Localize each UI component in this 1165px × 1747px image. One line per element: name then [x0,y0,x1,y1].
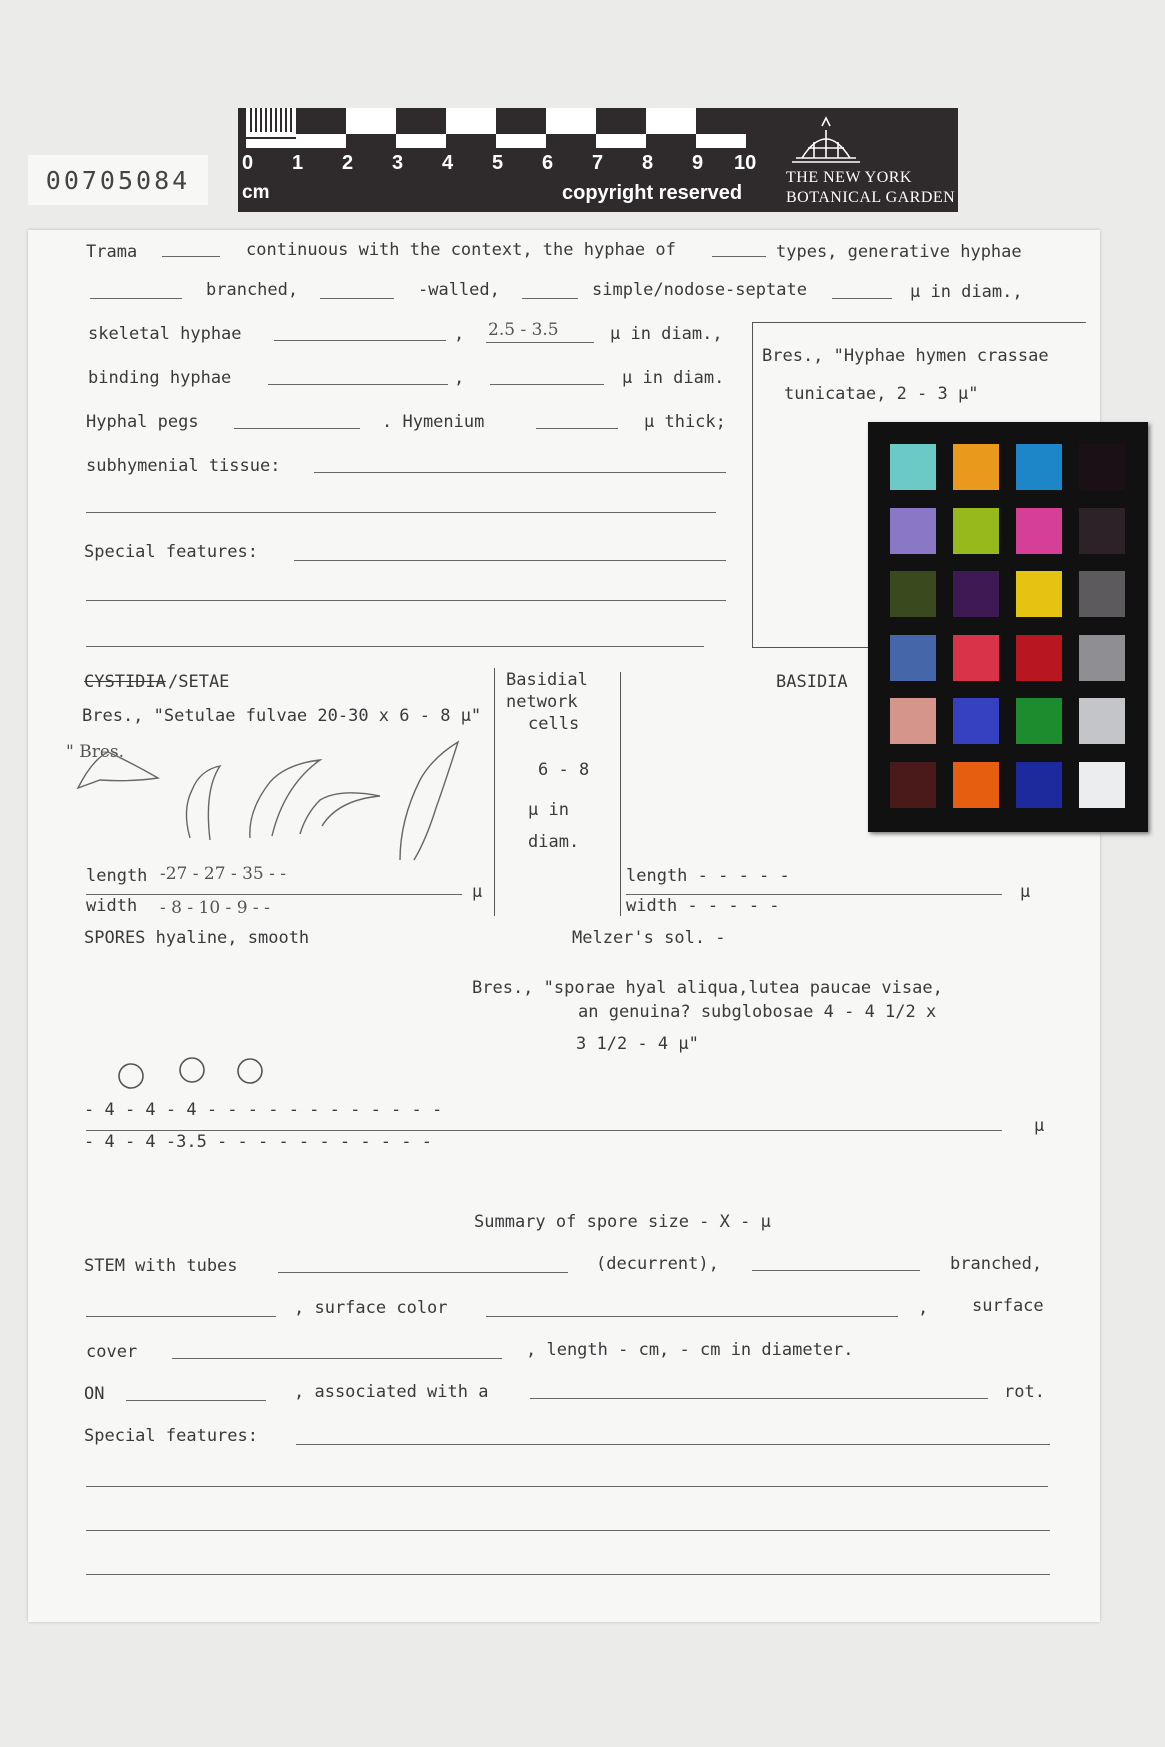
special-features-label-1: Special features: [84,542,258,562]
basidial-net-6: diam. [528,832,580,852]
setae-label: /SETAE [168,672,230,692]
color-swatch [890,698,936,744]
decurrent-label: (decurrent), [596,1254,719,1274]
color-swatch [1079,571,1125,617]
color-swatch [953,698,999,744]
barcode-label: 00705084 [28,155,208,205]
surface-comma: , [918,1298,929,1318]
basidial-net-5: μ in [528,800,569,820]
diam-label-1: μ in diam., [910,282,1023,302]
thick-label: μ thick; [644,412,726,432]
basidial-net-3: cells [528,714,580,734]
trama-label: Trama [86,242,138,262]
surface-label: surface [972,1296,1044,1316]
cyst-mu: μ [472,882,483,902]
spores-label: SPORES hyaline, smooth [84,928,310,948]
hymenium-label: . Hymenium [382,412,485,432]
color-swatch [1079,635,1125,681]
spore-mu: μ [1034,1116,1045,1136]
spore-row-1: - 4 - 4 - 4 - - - - - - - - - - - - [84,1100,443,1120]
spore-bres-2: an genuina? subglobosae 4 - 4 1/2 x [578,1002,937,1022]
garden-logo-icon [786,112,866,164]
ruler-num-0: 0 [242,152,254,174]
color-swatch [1079,508,1125,554]
color-swatch [890,444,936,490]
skeletal-comma: , [454,324,465,344]
color-swatch [1016,698,1062,744]
org-name-line1: THE NEW YORK [786,169,912,186]
ruler-num-3: 3 [392,152,404,174]
basidia-mu: μ [1020,882,1031,902]
color-swatch [953,762,999,808]
diam-label-2: μ in diam., [610,324,723,344]
color-swatch [1016,762,1062,808]
basidia-length: length - - - - - [626,866,790,886]
surface-color-label: , surface color [294,1298,448,1318]
org-name-line2: BOTANICAL GARDEN [786,189,956,206]
copyright-text: copyright reserved [562,182,743,204]
basidia-label: BASIDIA [776,672,848,692]
walled-label: -walled, [418,280,500,300]
binding-comma: , [454,368,465,388]
color-swatch [1079,698,1125,744]
septate-label: simple/nodose-septate [592,280,807,300]
cover-label: cover [86,1342,138,1362]
width-values: - 8 - 10 - 9 - - [160,898,270,918]
color-checker-card [868,422,1148,832]
length-values: -27 - 27 - 35 - - [160,864,287,884]
length-diameter: , length - cm, - cm in diameter. [526,1340,854,1360]
spore-row-2: - 4 - 4 -3.5 - - - - - - - - - - - [84,1132,432,1152]
basidial-net-1: Basidial [506,670,588,690]
color-swatch [890,635,936,681]
trama-types: types, generative hyphae [776,242,1022,262]
ruler-num-5: 5 [492,152,504,174]
color-swatch [890,571,936,617]
hyphal-pegs-label: Hyphal pegs [86,412,199,432]
special-features-label-2: Special features: [84,1426,258,1446]
ruler-num-1: 1 [292,152,304,174]
binding-label: binding hyphae [88,368,232,388]
diam-label-3: μ in diam. [622,368,725,388]
width-label: width [86,896,138,916]
branched-label-2: branched, [950,1254,1043,1274]
on-label: ON [84,1384,105,1404]
bres-hyphae-1: Bres., "Hyphae hymen crassae [762,346,1049,366]
color-swatch [1016,444,1062,490]
color-swatch [953,571,999,617]
basidial-net-2: network [506,692,578,712]
setae-sketch [70,730,470,870]
ruler-num-8: 8 [642,152,654,174]
ruler-unit: cm [242,182,270,203]
ruler-num-4: 4 [442,152,454,174]
basidial-net-4: 6 - 8 [538,760,590,780]
color-swatch [1016,508,1062,554]
scale-ruler [238,108,958,212]
basidia-width: width - - - - - [626,896,780,916]
spore-bres-3: 3 1/2 - 4 μ" [576,1034,699,1054]
cystidia-struck: CYSTIDIA [84,672,166,692]
subhymenial-label: subhymenial tissue: [86,456,281,476]
ruler-ticks [246,108,746,148]
ruler-num-10: 10 [734,152,757,174]
rot-label: rot. [1004,1382,1045,1402]
color-swatch [890,508,936,554]
color-swatch [1079,762,1125,808]
skeletal-value: 2.5 - 3.5 [488,320,559,340]
ruler-num-6: 6 [542,152,554,174]
bres-note-hand: " Bres. [66,742,125,762]
bres-hyphae-2: tunicatae, 2 - 3 μ" [784,384,979,404]
ruler-num-2: 2 [342,152,354,174]
color-swatch [1016,635,1062,681]
melzer-label: Melzer's sol. - [572,928,726,948]
associated-label: , associated with a [294,1382,489,1402]
branched-label: branched, [206,280,299,300]
color-swatch [1016,571,1062,617]
color-swatch [1079,444,1125,490]
color-swatch [890,762,936,808]
length-label: length [86,866,148,886]
org-name [786,168,955,208]
trama-text: continuous with the context, the hyphae of [246,240,676,260]
color-swatch [953,508,999,554]
skeletal-label: skeletal hyphae [88,324,242,344]
bres-setulae: Bres., "Setulae fulvae 20-30 x 6 - 8 μ" [82,706,482,726]
ruler-num-7: 7 [592,152,604,174]
stem-label: STEM with tubes [84,1256,238,1276]
color-swatch [953,444,999,490]
ruler-num-9: 9 [692,152,704,174]
spore-bres-1: Bres., "sporae hyal aliqua,lutea paucae visae, [472,978,943,998]
spore-sketch [110,1054,270,1094]
spore-summary: Summary of spore size - X - μ [474,1212,771,1232]
color-swatch [953,635,999,681]
